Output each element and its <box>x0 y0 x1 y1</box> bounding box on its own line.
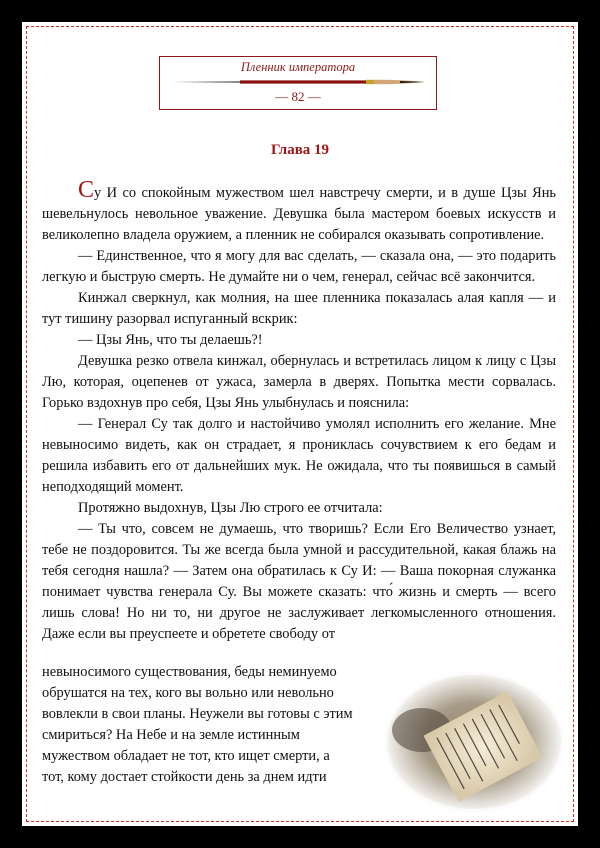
text-line: вовлекли в свои планы. Неужели вы готовы с этим <box>42 706 353 722</box>
chapter-title: Глава 19 <box>270 142 330 158</box>
paragraph: — Цзы Янь, что ты делаешь?! <box>78 332 263 348</box>
main-text <box>42 177 556 645</box>
wrapped-text <box>42 662 374 788</box>
book-page <box>22 22 578 826</box>
paragraph: — Ты что, совсем не думаешь, что творишь? Если Его Величество узнает, тебе не поздоровится. Ты же всегда была умной и рассудительной, какая блажь на тебя сегодня нашла? — Затем она обратилась к Су И: — Ваша покорная служанка понимает чувства генерала Су. Вы можете сказать: что́ жизнь и смерть — всего лишь слова! Но ни то, ни другое не заслуживает легкомысленного отношения. Даже если вы преуспеете и обретете свободу от <box>42 521 556 642</box>
text-line: смириться? На Небе и на земле истинным <box>42 727 300 743</box>
brush-icon <box>170 77 426 87</box>
text-line: обрушатся на тех, кого вы вольно или невольно <box>42 685 334 701</box>
paragraph: Су И со спокойным мужеством шел навстречу смерти, и в душе Цзы Янь шевельнулось невольное уважение. Девушка была мастером боевых искусств и великолепно владела оружием, а пленник не собирался оказывать сопротивление. <box>42 177 556 243</box>
dropcap: С <box>78 177 95 203</box>
paragraph: Кинжал сверкнул, как молния, на шее пленника показалась алая капля — и тут тишину разорвал испуганный вскрик: <box>42 290 556 327</box>
text-line: тот, кому достает стойкости день за днем идти <box>42 769 327 785</box>
text-line: мужеством обладает не тот, кто ищет смерти, а <box>42 748 330 764</box>
scroll-illustration <box>382 670 567 815</box>
book-title: Пленник императора <box>240 60 356 74</box>
text-line: невыносимого существования, беды неминуемо <box>42 664 337 680</box>
paragraph: — Единственное, что я могу для вас сделать, — сказала она, — это подарить легкую и быструю смерть. Не думайте ни о чем, генерал, сейчас всё закончится. <box>42 248 556 285</box>
paragraph: Протяжно выдохнув, Цзы Лю строго ее отчитала: <box>78 500 383 516</box>
paragraph: — Генерал Су так долго и настойчиво умолял исполнить его желание. Мне невыносимо видеть, как он страдает, я прониклась сочувствием к его бедам и решила избавить его от дальнейших мук. Не ожидала, что ты появишься в самый неподходящий момент. <box>42 416 556 495</box>
page-number: — 82 — <box>275 89 321 104</box>
running-header <box>159 56 437 110</box>
paragraph: Девушка резко отвела кинжал, обернулась и встретилась лицом к лицу с Цзы Лю, которая, оцепенев от ужаса, замерла в дверях. Попытка мести сорвалась. Горько вздохнув про себя, Цзы Янь улыбнулась и пояснила: <box>42 353 556 411</box>
